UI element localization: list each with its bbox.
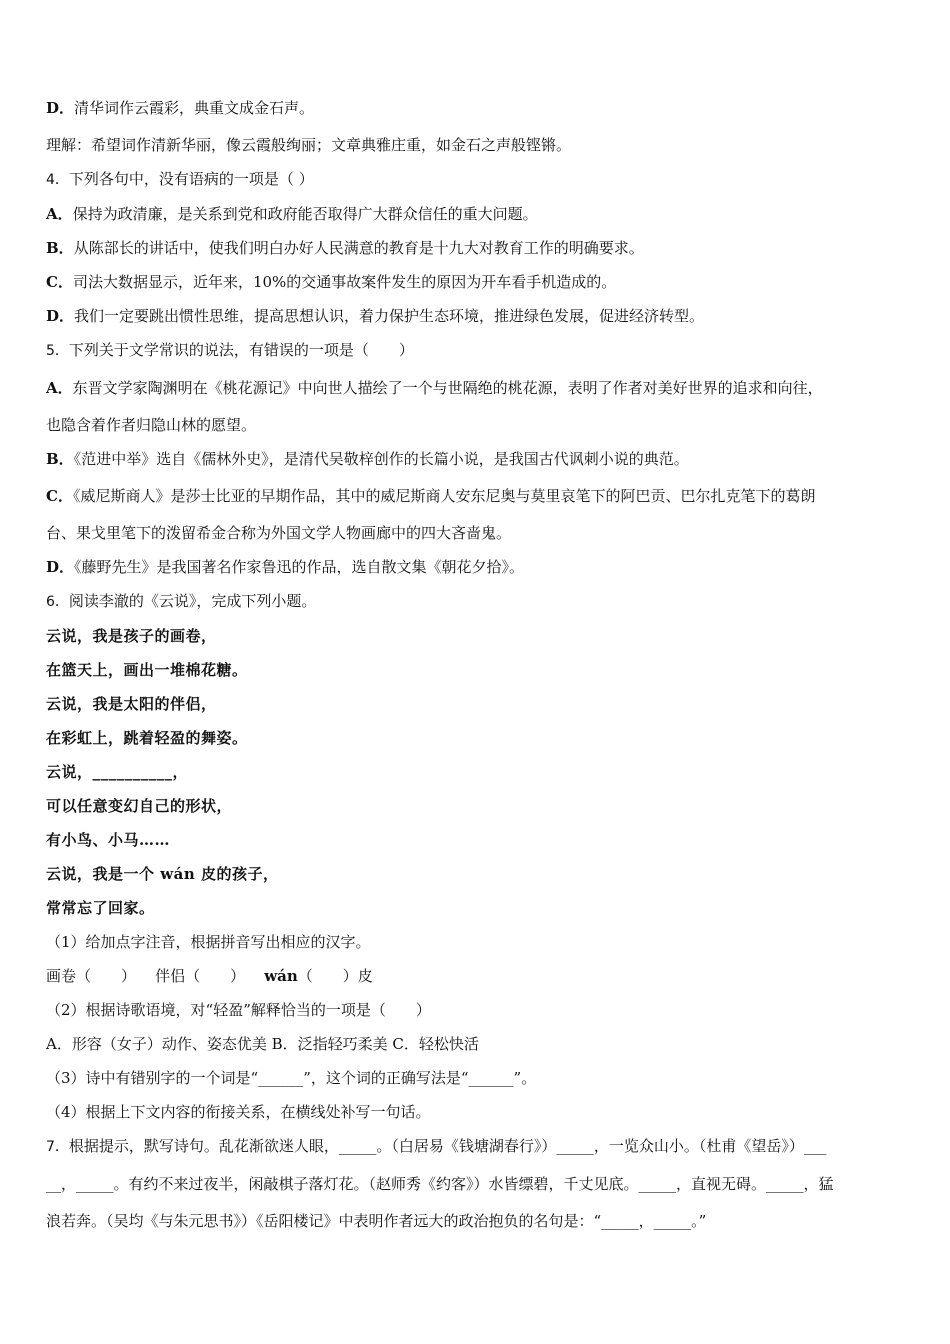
q5-option-c-cont: 台、果戈里笔下的泼留希金合称为外国文学人物画廊中的四大吝啬鬼。 xyxy=(46,524,512,542)
answer-blank: （ ）皮 xyxy=(297,967,373,985)
option-text: 《藤野先生》是我国著名作家鲁迅的作品，选自散文集《朝花夕拾》。 xyxy=(74,558,525,576)
q6-sub3: （3）诗中有错别字的一个词是“______”，这个词的正确写法是“______”。 xyxy=(46,1069,537,1087)
question-text: 根据提示，默写诗句。乱花渐欲迷人眼，_____。（白居易《钱塘湖春行》）_____，一览众山小。（杜甫《望岳》）___ xyxy=(68,1137,827,1155)
question-text: 下列各句中，没有语病的一项是（ ） xyxy=(68,170,314,188)
q5-option-a xyxy=(46,378,908,398)
q7-line3: 浪若奔。（吴均《与朱元思书》）《岳阳楼记》中表明作者远大的政治抱负的名句是：“_____，_____。” xyxy=(46,1212,707,1230)
q5-option-d xyxy=(46,557,908,577)
option-text: 司法大数据显示，近年来，10%的交通事故案件发生的原因为开车看手机造成的。 xyxy=(72,273,617,291)
pinyin: wán xyxy=(264,967,298,985)
poem-line-blank: 云说，__________， xyxy=(46,763,189,781)
poem-line: 可以任意变幻自己的形状， xyxy=(46,797,233,815)
q6-sub4: （4）根据上下文内容的衔接关系，在横线处补写一句话。 xyxy=(46,1103,431,1121)
q4-stem xyxy=(46,169,908,190)
option-text: 保持为政清廉，是关系到党和政府能否取得广大群众信任的重大问题。 xyxy=(72,205,538,223)
poem-line: 在彩虹上，跳着轻盈的舞姿。 xyxy=(46,729,248,747)
q3-option-d xyxy=(46,98,908,118)
poem-line xyxy=(46,864,908,884)
poem-line: 云说，我是太阳的伴侣， xyxy=(46,695,217,713)
option-text: 我们一定要跳出惯性思维，提高思想认识，着力保护生态环境，推进绿色发展，促进经济转型。 xyxy=(74,307,705,325)
option-label: D． xyxy=(46,307,75,325)
poem-line: 有小鸟、小马…… xyxy=(46,831,171,849)
question-number: 6． xyxy=(46,594,69,610)
poem-text: 皮的孩子， xyxy=(201,865,279,883)
answer-blank: 伴侣（ ） xyxy=(155,967,246,985)
q6-stem xyxy=(46,591,908,612)
q6-sub1: （1）给加点字注音，根据拼音写出相应的汉字。 xyxy=(46,933,371,951)
option-text: 《威尼斯商人》是莎士比亚的早期作品，其中的威尼斯商人安东尼奥与莫里哀笔下的阿巴贡、巴尔扎克笔下的葛朗 xyxy=(72,487,816,505)
option-text: 东晋文学家陶渊明在《桃花源记》中向世人描绘了一个与世隔绝的桃花源，表明了作者对美好世界的追求和向往， xyxy=(72,379,823,397)
q5-option-a-cont: 也隐含着作者归隐山林的愿望。 xyxy=(46,416,257,434)
pinyin: wán xyxy=(160,865,196,883)
question-text: 阅读李澈的《云说》，完成下列小题。 xyxy=(68,592,317,610)
document-page xyxy=(46,98,908,1231)
q5-stem xyxy=(46,340,908,361)
q4-option-d xyxy=(46,306,908,326)
q6-sub1-answers xyxy=(46,966,908,986)
option-text: 清华词作云霞彩，典重文成金石声。 xyxy=(74,99,315,117)
q4-option-c xyxy=(46,272,908,292)
option-label: A． xyxy=(46,205,73,223)
poem-line: 在篮天上，画出一堆棉花糖。 xyxy=(46,661,248,679)
q5-option-b xyxy=(46,449,908,469)
q7-line2: __，_____。有约不来过夜半，闲敲棋子落灯花。（赵师秀《约客》）水皆缥碧，千丈见底。_____，直视无碍。_____，猛 xyxy=(46,1175,834,1193)
q4-option-b xyxy=(46,238,908,258)
question-text: 下列关于文学常识的说法，有错误的一项是（ ） xyxy=(68,341,414,359)
option-label: B． xyxy=(46,450,74,468)
question-number: 4． xyxy=(46,172,69,188)
question-number: 7． xyxy=(46,1139,69,1155)
q6-sub2-options: A．形容（女子）动作、姿态优美 B．泛指轻巧柔美 C．轻松快活 xyxy=(46,1035,479,1053)
option-label: A． xyxy=(46,379,73,397)
q6-sub2: （2）根据诗歌语境，对“轻盈”解释恰当的一项是（ ） xyxy=(46,1001,431,1019)
option-text: 《范进中举》选自《儒林外史》，是清代吴敬梓创作的长篇小说，是我国古代讽刺小说的典范。 xyxy=(73,450,689,468)
option-label: C． xyxy=(46,487,73,505)
q3-explanation: 理解：希望词作清新华丽，像云霞般绚丽；文章典雅庄重，如金石之声般铿锵。 xyxy=(46,136,572,154)
option-label: C． xyxy=(46,273,73,291)
option-label: B． xyxy=(46,239,74,257)
option-text: 从陈部长的讲话中，使我们明白办好人民满意的教育是十九大对教育工作的明确要求。 xyxy=(73,239,644,257)
poem-line: 云说，我是孩子的画卷， xyxy=(46,627,217,645)
poem-line: 常常忘了回家。 xyxy=(46,899,155,917)
option-label: D． xyxy=(46,558,75,576)
answer-blank: 画卷（ ） xyxy=(46,967,137,985)
question-number: 5． xyxy=(46,343,69,359)
poem-text: 云说，我是一个 xyxy=(46,865,155,883)
option-label: D． xyxy=(46,99,75,117)
q4-option-a xyxy=(46,204,908,224)
q5-option-c xyxy=(46,486,908,506)
q7-line1 xyxy=(46,1136,908,1157)
